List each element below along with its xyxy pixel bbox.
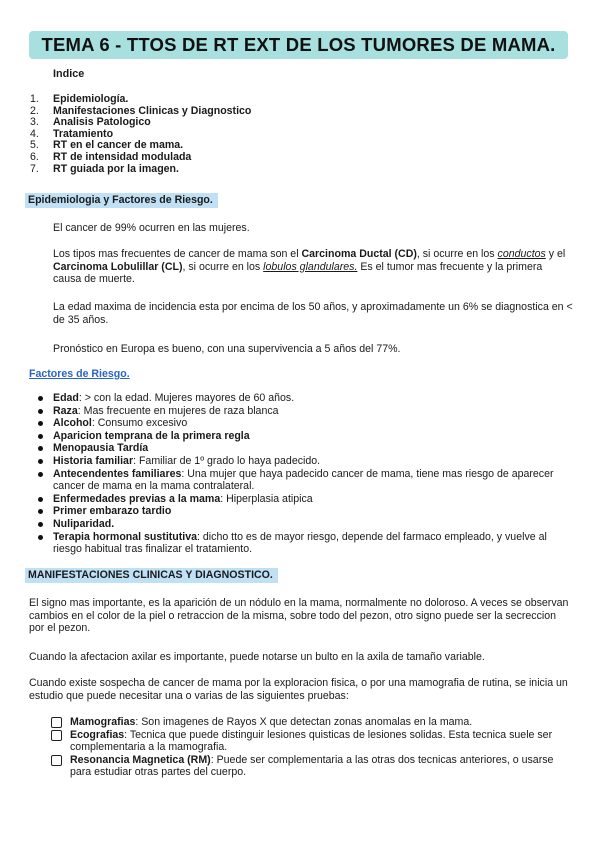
toc-item: 4. Tratamiento: [30, 127, 114, 140]
toc-item: 3. Analisis Patologico: [30, 116, 151, 129]
paragraph: Pronóstico en Europa es bueno, con una supervivencia a 5 años del 77%.: [53, 343, 401, 355]
paragraph: La edad maxima de incidencia esta por encima de los 50 años, y aproximadamente un 6% se diagnostica en < de 35 años.: [53, 301, 573, 326]
paragraph: Cuando existe sospecha de cancer de mama por la exploracion fisica, o por una mamografia de rutina, se inicia un estudio que puede necesitar una o varias de las siguientes pruebas:: [29, 677, 568, 702]
checkbox[interactable]: [51, 730, 62, 741]
section-heading-epidemiologia: Epidemiologia y Factores de Riesgo.: [25, 193, 218, 208]
bullet-icon: [38, 446, 43, 451]
bullet-icon: [38, 459, 43, 464]
table-of-contents: [30, 94, 251, 175]
factores-heading-link[interactable]: Factores de Riesgo.: [29, 368, 130, 380]
toc-item: 1. Epidemiología.: [30, 93, 129, 105]
bullet-icon: [38, 509, 43, 514]
bullet-icon: [38, 497, 43, 502]
list-item: Raza: Mas frecuente en mujeres de raza blanca: [37, 405, 572, 418]
toc-item: 7. RT guiada por la imagen.: [30, 162, 179, 175]
page-title: TEMA 6 - TTOS DE RT EXT DE LOS TUMORES DE MAMA.: [29, 31, 568, 59]
checklist-item: Ecografias: Tecnica que puede distinguir lesiones quisticas de lesiones solidas. Esta tecnica suele ser complementaria a la mamografia.: [51, 729, 573, 754]
bullet-icon: [38, 409, 43, 414]
paragraph: Los tipos mas frecuentes de cancer de mama son el Carcinoma Ductal (CD), si ocurre en los conductos y el Carcinoma Lobulillar (CL), si ocurre en los lobulos glandulares. Es el tumor mas frecuente y la primera causa de muerte.: [53, 248, 566, 285]
checkbox[interactable]: [51, 755, 62, 766]
bullet-icon: [38, 522, 43, 527]
risk-factor-list: [37, 392, 572, 556]
bullet-icon: [38, 434, 43, 439]
bullet-icon: [38, 421, 43, 426]
list-item: Enfermedades previas a la mama: Hiperplasia atipica: [37, 493, 572, 506]
bullet-icon: [38, 396, 43, 401]
checkbox[interactable]: [51, 717, 62, 728]
diagnostic-tests-checklist: [51, 716, 573, 779]
list-item: Nuliparidad.: [37, 518, 572, 531]
list-item: Alcohol: Consumo excesivo: [37, 417, 572, 430]
section-heading-manifestaciones: MANIFESTACIONES CLINICAS Y DIAGNOSTICO.: [25, 568, 278, 583]
list-item: Edad: > con la edad. Mujeres mayores de 60 años.: [37, 392, 572, 405]
list-item: Aparicion temprana de la primera regla: [37, 430, 572, 443]
bullet-icon: [38, 535, 43, 540]
checklist-item: Mamografias: Son imagenes de Rayos X que detectan zonas anomalas en la mama.: [51, 716, 573, 729]
list-item: Menopausia Tardía: [37, 442, 572, 455]
bullet-icon: [38, 472, 43, 477]
paragraph: Cuando la afectacion axilar es importante, puede notarse un bulto en la axila de tamaño variable.: [29, 651, 485, 663]
checklist-item: Resonancia Magnetica (RM): Puede ser complementaria a las otras dos tecnicas anteriores, o usarse para estudiar otras partes del cuerpo.: [51, 754, 573, 779]
list-item: Antecendentes familiares: Una mujer que haya padecido cancer de mama, tiene mas riesgo de aparecer cancer de mama en la mama contralateral.: [37, 468, 572, 493]
paragraph: El cancer de 99% ocurren en las mujeres.: [53, 222, 250, 234]
paragraph: El signo mas importante, es la aparición de un nódulo en la mama, normalmente no doloroso. A veces se observan cambios en el color de la piel o retraccion de la misma, sobre todo del pezon, otro signo puede ser la secreccion por el pezon.: [29, 597, 569, 634]
list-item: Terapia hormonal sustitutiva: dicho tto es de mayor riesgo, depende del farmaco empleado, y vuelve al riesgo habitual tras finalizar el tratamiento.: [37, 531, 572, 556]
toc-item: 2. Manifestaciones Clinicas y Diagnostico: [30, 104, 252, 117]
indice-heading: Indice: [53, 68, 85, 80]
list-item: Historia familiar: Familiar de 1º grado lo haya padecido.: [37, 455, 572, 468]
toc-item: 6. RT de intensidad modulada: [30, 150, 192, 163]
list-item: Primer embarazo tardio: [37, 505, 572, 518]
toc-item: 5. RT en el cancer de mama.: [30, 139, 184, 152]
